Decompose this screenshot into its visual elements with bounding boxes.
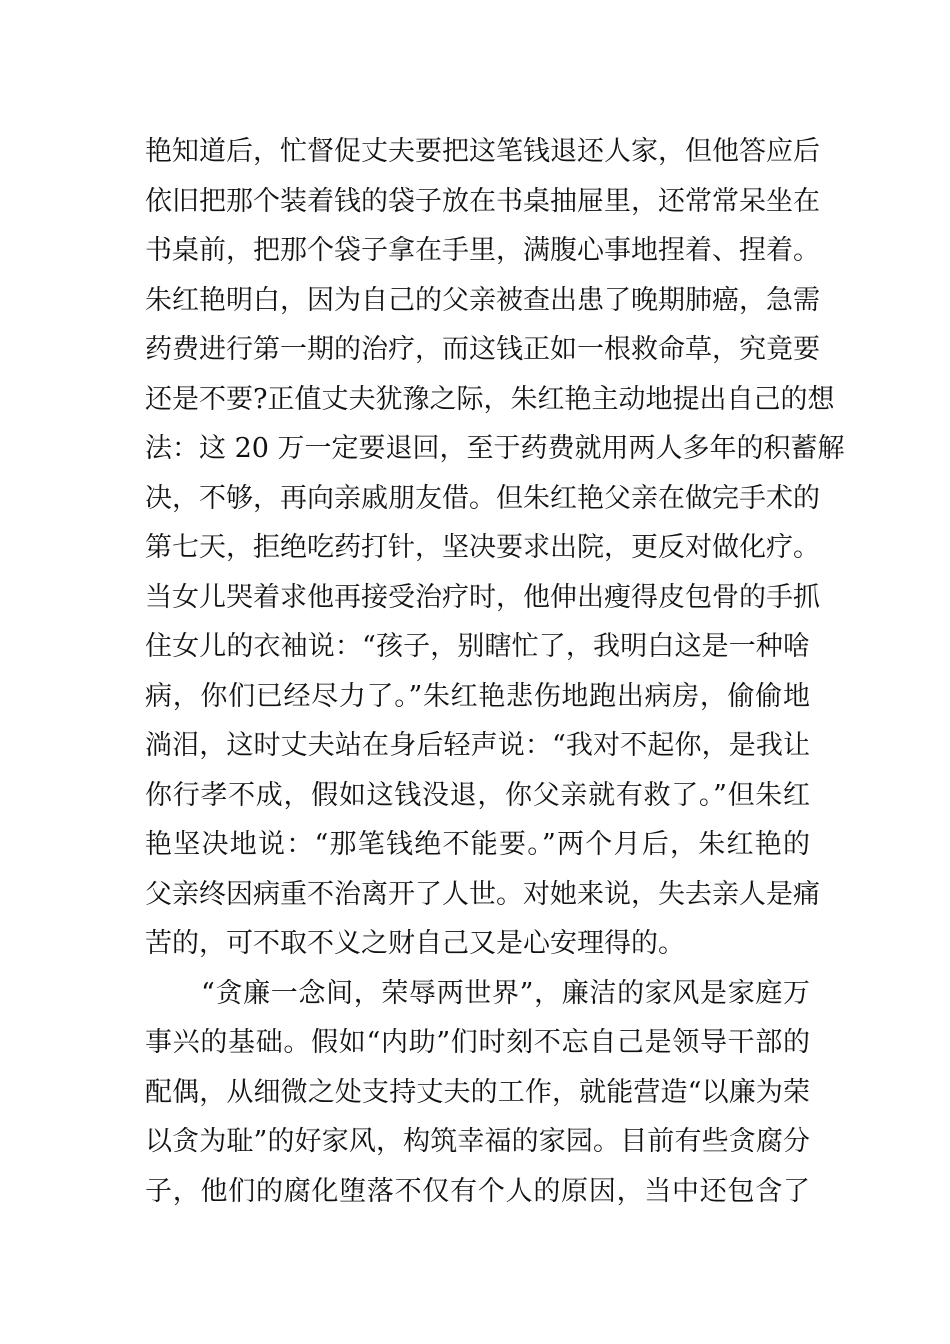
text-line: 你行孝不成，假如这钱没退，你父亲就有救了。”但朱红 xyxy=(145,779,810,811)
text-line: 艳知道后，忙督促丈夫要把这笔钱退还人家，但他答应后 xyxy=(145,136,820,167)
body-text xyxy=(145,127,845,1216)
text-line: 书桌前，把那个袋子拿在手里，满腹心事地捏着、捏着。 xyxy=(145,235,820,266)
text-line: 药费进行第一期的治疗，而这钱正如一根救命草，究竟要 xyxy=(145,334,820,365)
text-line: 朱红艳明白，因为自己的父亲被查出患了晚期肺癌，急需 xyxy=(145,284,820,316)
paragraph-start-line: “贪廉一念间，荣辱两世界”，廉洁的家风是家庭万 xyxy=(201,977,810,1009)
text-line: 配偶，从细微之处支持丈夫的工作，就能营造“以廉为荣 xyxy=(145,1076,810,1108)
text-line: 事兴的基础。假如“内助”们时刻不忘自己是领导干部的 xyxy=(145,1027,810,1058)
text-line: 病，你们已经尽力了。”朱红艳悲伤地跑出病房，偷偷地 xyxy=(145,680,810,712)
text-line: 艳坚决地说：“那笔钱绝不能要。”两个月后，朱红艳的 xyxy=(145,829,810,860)
text-line: 以贪为耻”的好家风，构筑幸福的家园。目前有些贪腐分 xyxy=(145,1126,810,1157)
text-line: 住女儿的衣袖说：“孩子，别瞎忙了，我明白这是一种啥 xyxy=(145,631,810,662)
text-line: 淌泪，这时丈夫站在身后轻声说：“我对不起你，是我让 xyxy=(145,730,810,761)
text-line: 当女儿哭着求他再接受治疗时，他伸出瘦得皮包骨的手抓 xyxy=(145,581,820,613)
text-line: 决，不够，再向亲戚朋友借。但朱红艳父亲在做完手术的 xyxy=(145,482,820,514)
text-line: 父亲终因病重不治离开了人世。对她来说，失去亲人是痛 xyxy=(145,878,820,910)
text-line: 依旧把那个装着钱的袋子放在书桌抽屉里，还常常呆坐在 xyxy=(145,185,820,217)
text-line: 法：这 20 万一定要退回，至于药费就用两人多年的积蓄解 xyxy=(145,433,845,464)
paragraph-end-line: 苦的，可不取不义之财自己又是心安理得的。 xyxy=(145,928,685,959)
text-line: 还是不要?正值丈夫犹豫之际，朱红艳主动地提出自己的想 xyxy=(145,383,835,415)
text-line: 第七天，拒绝吃药打针，坚决要求出院，更反对做化疗。 xyxy=(145,532,820,563)
text-line: 子，他们的腐化堕落不仅有个人的原因，当中还包含了 xyxy=(145,1175,810,1207)
